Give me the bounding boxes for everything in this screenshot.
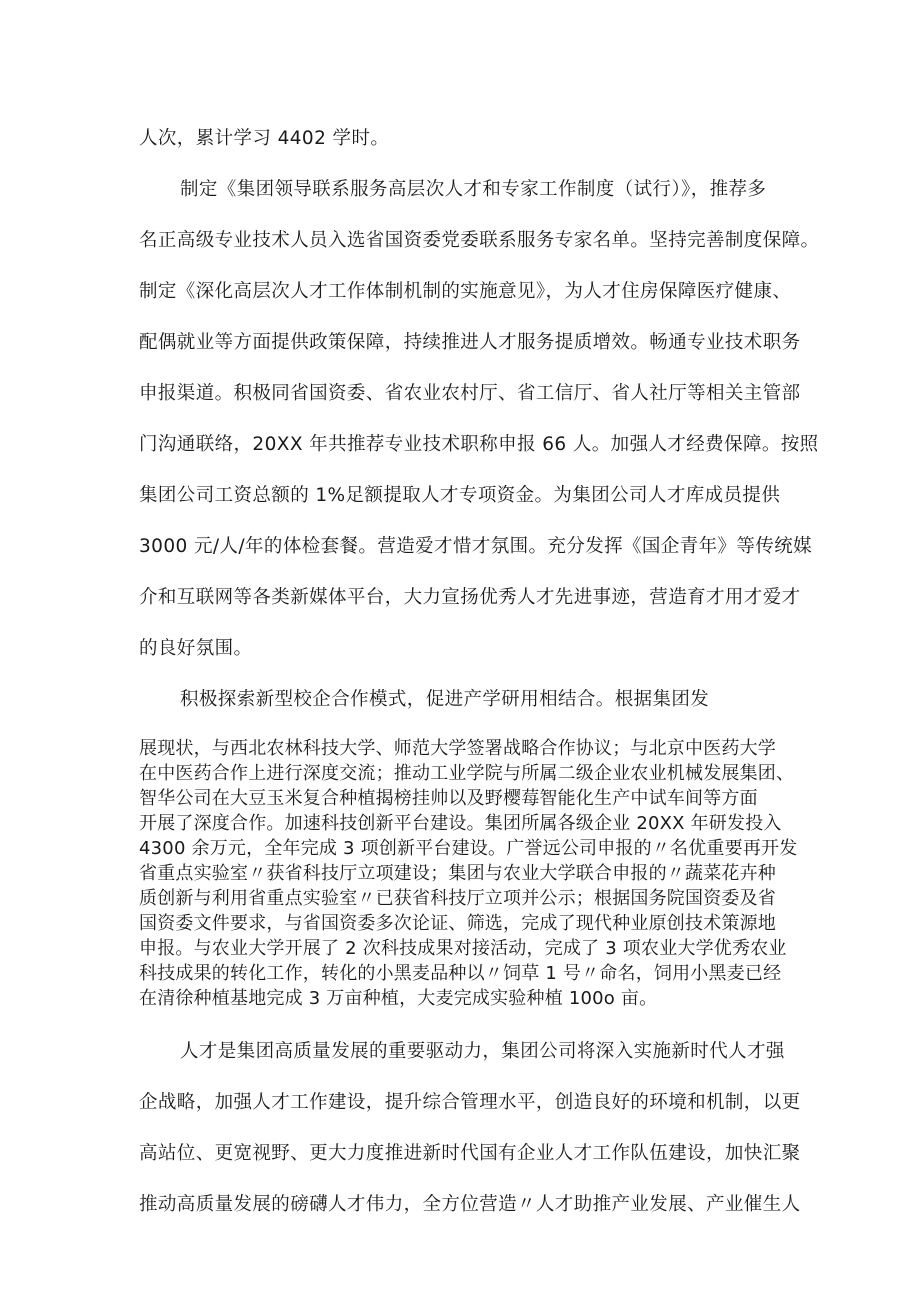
paragraph-4-line-10: 科技成果的转化工作，转化的小黑麦品种以〃饲草 1 号〃命名，饲用小黑麦已经 <box>139 963 782 984</box>
paragraph-4-line-9: 申报。与农业大学开展了 2 次科技成果对接活动，完成了 3 项农业大学优秀农业 <box>139 938 787 959</box>
paragraph-5-line-1: 人才是集团高质量发展的重要驱动力，集团公司将深入实施新时代人才强 <box>180 1041 785 1062</box>
paragraph-2-line-6: 门沟通联络，20XX 年共推荐专业技术职称申报 66 人。加强人才经费保障。按照 <box>139 434 819 455</box>
paragraph-4-line-11: 在清徐种植基地完成 3 万亩种植，大麦完成实验种植 100o 亩。 <box>139 988 658 1009</box>
paragraph-5-line-2: 企战略，加强人才工作建设，提升综合管理水平，创造良好的环境和机制，以更 <box>139 1092 801 1113</box>
paragraph-4-line-2: 在中医药合作上进行深度交流；推动工业学院与所属二级企业农业机械发展集团、 <box>139 763 795 784</box>
paragraph-4-line-4: 开展了深度合作。加速科技创新平台建设。集团所属各级企业 20XX 年研发投入 <box>139 813 782 834</box>
paragraph-2-line-8: 3000 元/人/年的体检套餐。营造爱才惜才氛围。充分发挥《国企青年》等传统媒 <box>139 536 813 557</box>
paragraph-2-line-10: 的良好氛围。 <box>139 638 253 659</box>
paragraph-4-line-6: 省重点实验室〃获省科技厅立项建设；集团与农业大学联合申报的〃蔬菜花卉种 <box>139 863 776 884</box>
paragraph-1-line-1: 人次，累计学习 4402 学时。 <box>139 128 390 149</box>
paragraph-5-line-3: 高站位、更宽视野、更大力度推进新时代国有企业人才工作队伍建设，加快汇聚 <box>139 1143 801 1164</box>
paragraph-4-line-1: 展现状，与西北农林科技大学、师范大学签署战略合作协议；与北京中医药大学 <box>139 738 776 759</box>
paragraph-3-line-1: 积极探索新型校企合作模式，促进产学研用相结合。根据集团发 <box>180 689 710 710</box>
paragraph-2-line-1: 制定《集团领导联系服务高层次人才和专家工作制度（试行）》，推荐多 <box>180 179 767 200</box>
paragraph-2-line-7: 集团公司工资总额的 1%足额提取人才专项资金。为集团公司人才库成员提供 <box>139 485 781 506</box>
paragraph-4-line-8: 国资委文件要求，与省国资委多次论证、筛选，完成了现代种业原创技术策源地 <box>139 913 776 934</box>
paragraph-4-line-7: 质创新与利用省重点实验室〃已获省科技厅立项并公示；根据国务院国资委及省 <box>139 888 776 909</box>
paragraph-2-line-3: 制定《深化高层次人才工作体制机制的实施意见》，为人才住房保障医疗健康、 <box>139 281 792 302</box>
paragraph-2-line-5: 申报渠道。积极同省国资委、省农业农村厅、省工信厅、省人社厅等相关主管部 <box>139 383 801 404</box>
paragraph-2-line-4: 配偶就业等方面提供政策保障，持续推进人才服务提质增效。畅通专业技术职务 <box>139 332 801 353</box>
paragraph-2-line-2: 名正高级专业技术人员入选省国资委党委联系服务专家名单。坚持完善制度保障。 <box>139 230 820 251</box>
paragraph-5-line-4: 推动高质量发展的磅礴人才伟力，全方位营造〃人才助推产业发展、产业催生人 <box>139 1194 801 1215</box>
paragraph-4-line-5: 4300 余万元，全年完成 3 项创新平台建设。广誉远公司申报的〃名优重要再开发 <box>139 838 798 859</box>
paragraph-2-line-9: 介和互联网等各类新媒体平台，大力宣扬优秀人才先进事迹，营造育才用才爱才 <box>139 587 801 608</box>
paragraph-4-line-3: 智华公司在大豆玉米复合种植揭榜挂帅以及野樱莓智能化生产中试车间等方面 <box>139 788 758 809</box>
